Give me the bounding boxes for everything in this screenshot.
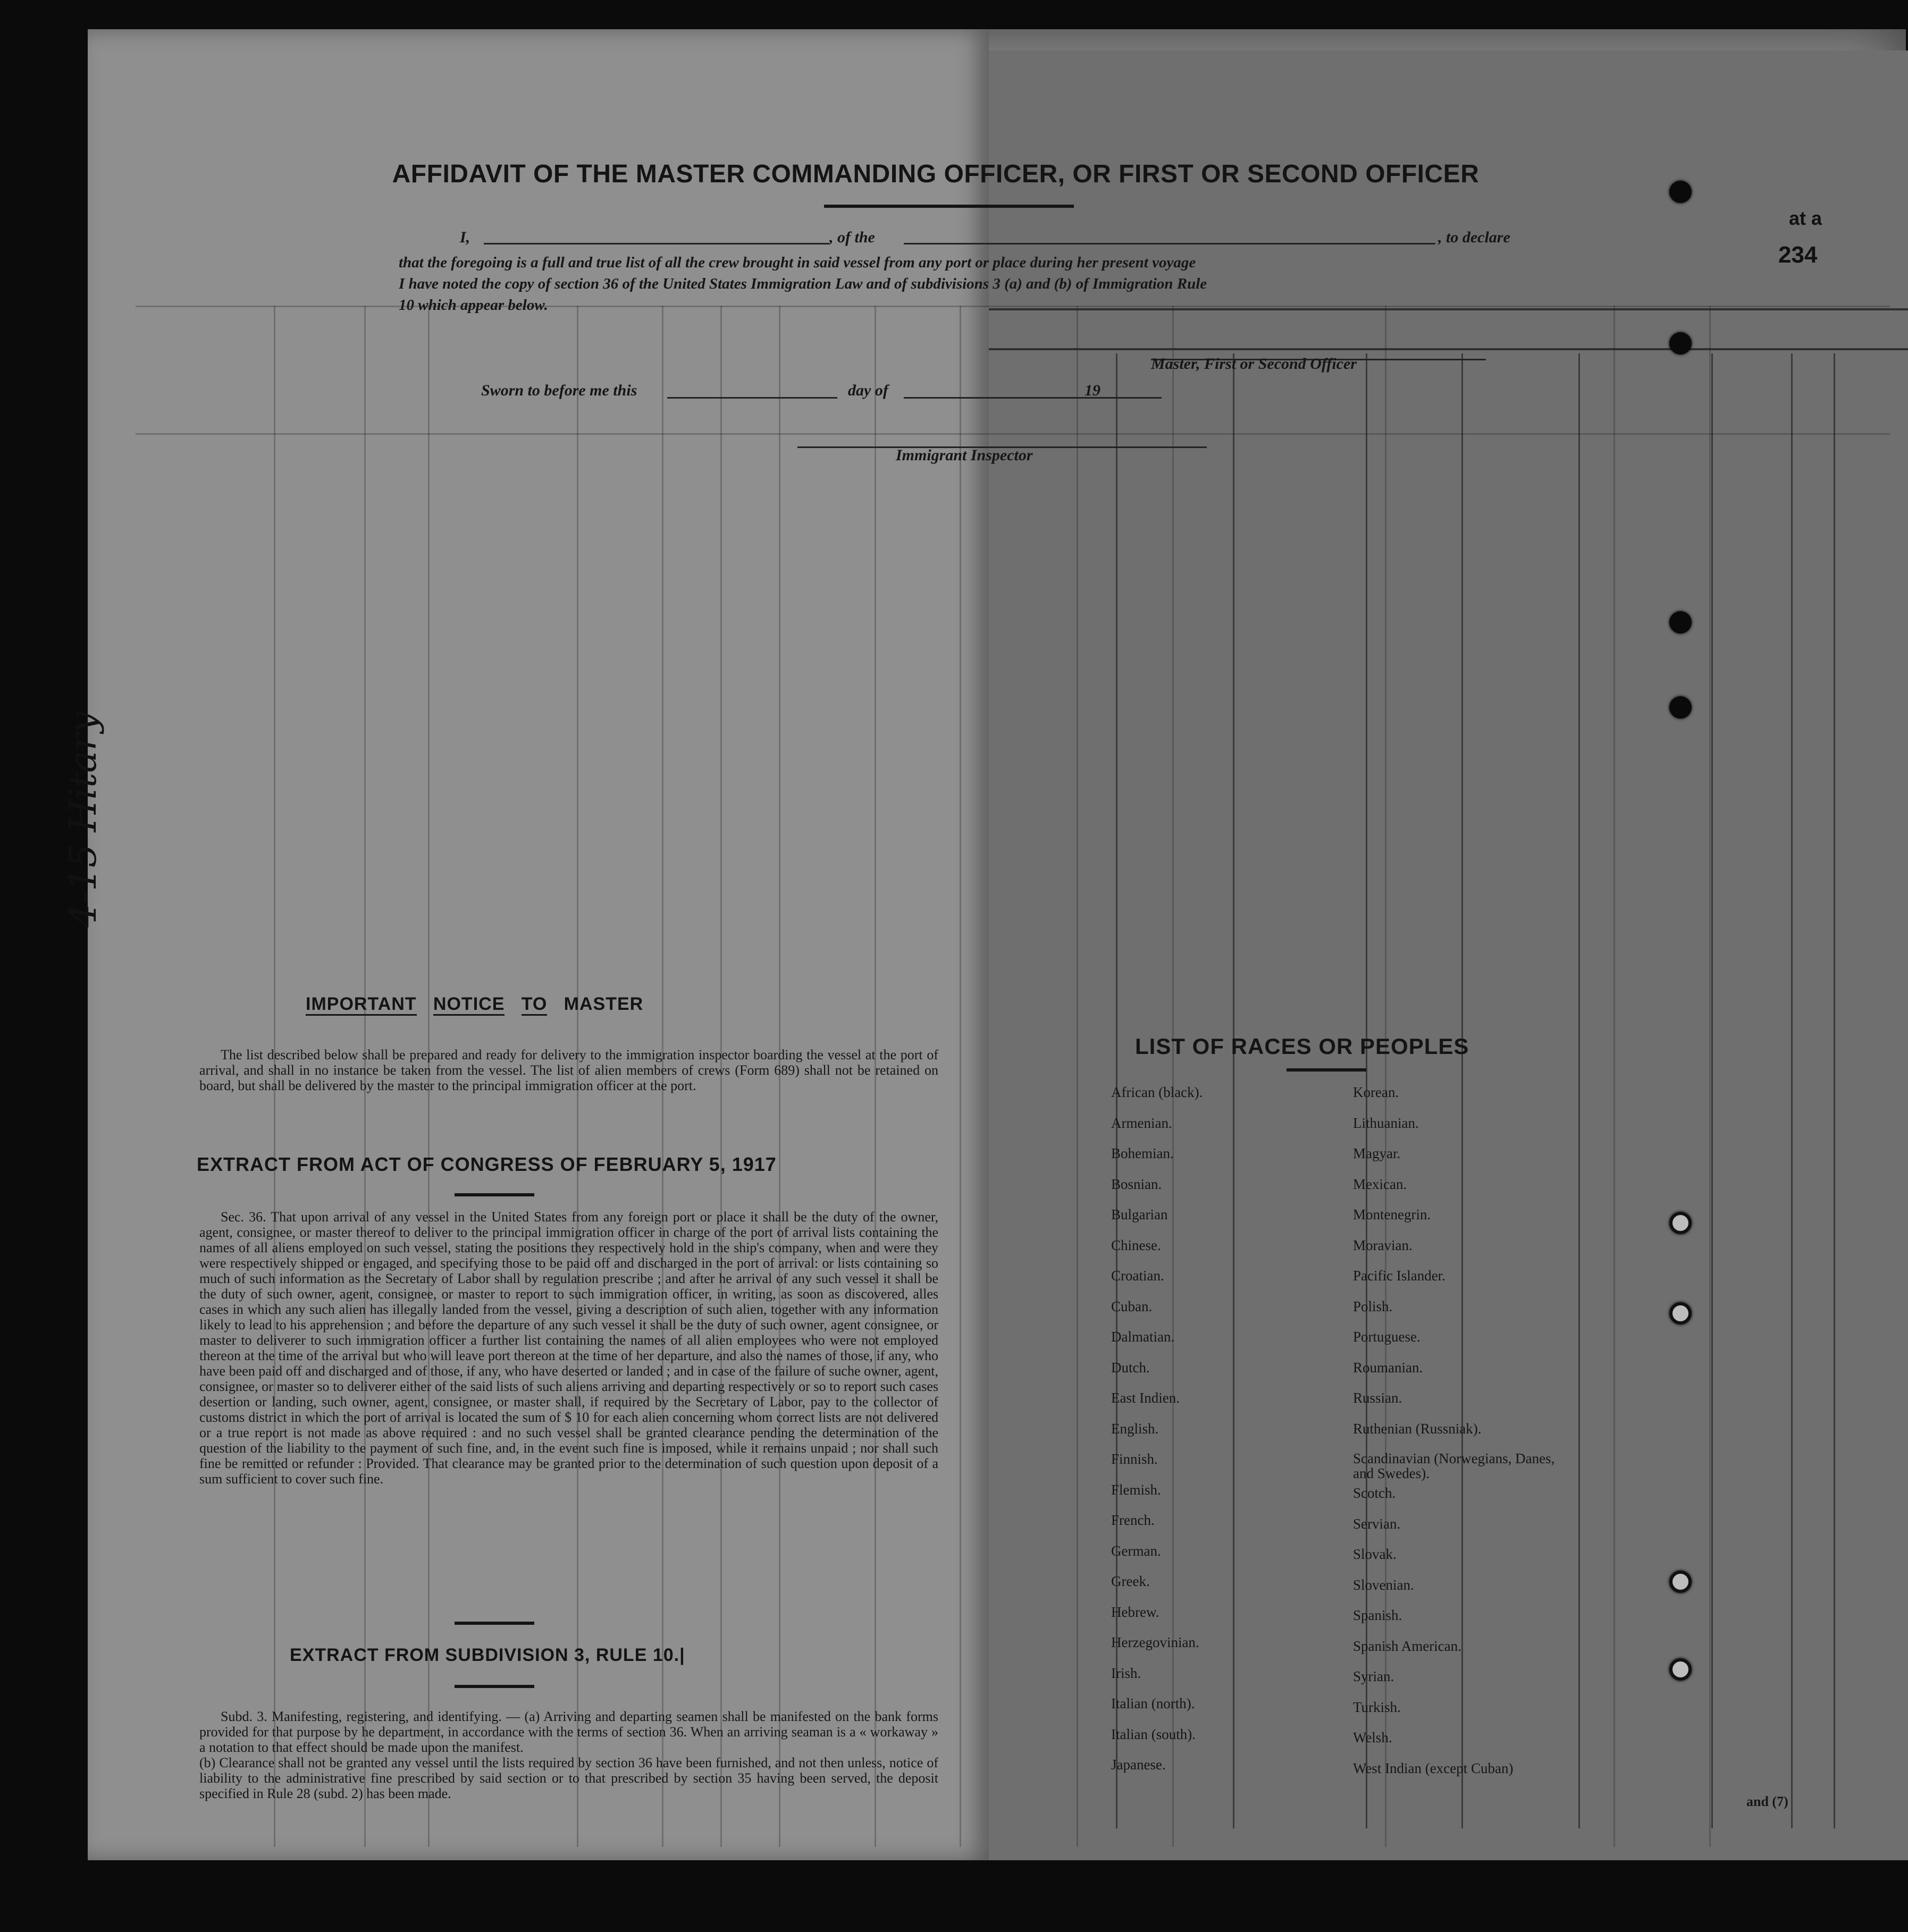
day-of-label: day of [848, 382, 888, 399]
races-list-left [1111, 1084, 1203, 1787]
sworn-label: Sworn to before me this [481, 382, 637, 399]
race-item: Turkish. [1353, 1699, 1401, 1715]
race-item: Croatian. [1111, 1268, 1164, 1284]
race-item: French. [1111, 1512, 1155, 1528]
race-item: Italian (south). [1111, 1726, 1196, 1742]
race-item: Servian. [1353, 1515, 1401, 1532]
race-item: Herzegovinian. [1111, 1634, 1199, 1650]
rule-title: EXTRACT FROM SUBDIVISION 3, RULE 10.| [290, 1645, 685, 1665]
race-item: Syrian. [1353, 1668, 1394, 1684]
race-item: Lithuanian. [1353, 1115, 1419, 1131]
race-item: Slovak. [1353, 1546, 1397, 1562]
inspector-label: Immigrant Inspector [896, 446, 1033, 464]
punch-hole [1669, 1212, 1692, 1234]
affidavit-of-the: , of the [829, 229, 875, 246]
sheet-number: 234 [1778, 242, 1818, 268]
punch-hole [1669, 1302, 1692, 1324]
punch-hole [1669, 1571, 1692, 1593]
race-item: Chinese. [1111, 1237, 1161, 1253]
document-page [61, 29, 1906, 1860]
right-edge-text: at a [1789, 207, 1822, 229]
races-list-right [1353, 1084, 1555, 1791]
notice-title: IMPORTANT NOTICE TO MASTER [306, 994, 643, 1015]
race-item: Scotch. [1353, 1485, 1396, 1501]
race-item: Bohemian. [1111, 1145, 1174, 1161]
affidavit-i: I, [460, 229, 470, 246]
race-item: West Indian (except Cuban) [1353, 1760, 1514, 1776]
race-item: Scandinavian (Norwegians, Danes, and Swedes). [1353, 1450, 1555, 1481]
punch-hole [1669, 181, 1692, 203]
affidavit-line-2: that the foregoing is a full and true list of all the crew brought in said vessel from any port or place during her present voyage [399, 254, 1196, 271]
bottom-right-text: and (7) [1746, 1794, 1788, 1809]
race-item: Montenegrin. [1353, 1207, 1431, 1222]
race-item: Flemish. [1111, 1481, 1161, 1498]
notice-text: The list described below shall be prepared and ready for delivery to the immigration inspector boarding the vessel at the port of arrival, and shall in no instance be taken from the vessel. The list of alien members of crews (Form 689) shall not be retained on board, but shall be delivered by the master to the principal immigration officer at the port. [199, 1047, 938, 1093]
race-item: Polish. [1353, 1298, 1393, 1314]
affidavit-line-4: 10 which appear below. [399, 297, 548, 314]
race-item: Finnish. [1111, 1451, 1158, 1467]
punch-hole [1669, 696, 1692, 719]
race-item: East Indien. [1111, 1390, 1180, 1406]
race-item: Moravian. [1353, 1237, 1413, 1253]
races-title: LIST OF RACES OR PEOPLES [1135, 1034, 1469, 1059]
race-item: German. [1111, 1542, 1161, 1559]
punch-hole [1669, 611, 1692, 634]
race-item: Greek. [1111, 1573, 1150, 1589]
race-item: Slovenian. [1353, 1576, 1414, 1593]
race-item: Dalmatian. [1111, 1329, 1175, 1345]
act-title: EXTRACT FROM ACT OF CONGRESS OF FEBRUARY 5, 1917 [197, 1153, 777, 1175]
race-item: English. [1111, 1420, 1159, 1437]
race-item: Spanish American. [1353, 1638, 1461, 1654]
race-item: African (black). [1111, 1084, 1203, 1100]
punch-hole [1669, 332, 1692, 355]
act-text: Sec. 36. That upon arrival of any vessel in the United States from any foreign port or place it shall be the duty of the owner, agent, consignee, or master thereof to deliver to the principal immigration officer in charge of the port of arrival lists containing the names of all aliens employed on such vessel, stating the positions they respectively hold in the ship's company, when and were they were respectively shipped or engaged, and specifying those to be paid off and discharged in the port of arrival: or lists containing so much of such information as the Secretary of Labor shall by regulation prescribe ; and after he arrival of any such vessel it shall be the duty of such owner, agent, consignee, or master to report to such immigration officer, in writing, as soon as discovered, alles cases in which any such alien has illegally landed from the vessel, giving a description of such alien, together with any information likely to lead to his apprehension ; and before the departure of any such vessel it shall be the duty of such owner, agent consignee, or master to deliverer to such immigration officer a further list containing the names of all alien employees who were not employed thereon at the time of the arrival but who will leave port thereon at the time of her departure, and also the names of those, if any, who have been paid off and discharged and of those, if any, who have deserted or landed ; and in case of the failure of suche owner, agent, consignee, or master so to deliverer either of the said lists of such aliens arriving and departing respectively or so to report such cases desertion or landing, such owner, agent, consignee, or master shall, if required by the Secretary of Labor, pay to the collector of customs district in which the port of arrival is located the sum of $ 10 for each alien concerning whom correct lists are not delivered or a true report is not made as above required : and no such vessel shall be granted clearance pending the determination of the question of the liability to the payment of such fine, and, in the event such fine is imposed, while it remains unpaid ; nor shall such fine be remitted or refunder : Provided. That clearance may be granted prior to the determination of such question upon deposit of a sum sufficient to cover such fine. [199, 1209, 938, 1487]
race-item: Bosnian. [1111, 1176, 1162, 1192]
race-item: Portuguese. [1353, 1329, 1421, 1345]
year-prefix: 19 [1085, 382, 1100, 399]
race-item: Spanish. [1353, 1607, 1402, 1623]
race-item: Welsh. [1353, 1729, 1392, 1745]
race-item: Irish. [1111, 1665, 1141, 1681]
race-item: Italian (north). [1111, 1695, 1195, 1711]
affidavit-title: AFFIDAVIT OF THE MASTER COMMANDING OFFICER, OR FIRST OR SECOND OFFICER [392, 160, 1480, 188]
race-item: Bulgarian [1111, 1207, 1168, 1222]
handwritten-note: 4-15 Hitary [61, 712, 105, 927]
rule-text: Subd. 3. Manifesting, registering, and identifying. — (a) Arriving and departing seamen shall be manifested on the bank forms provided for that purpose by he department, in accordance with the terms of section 36. When an arriving seaman is a « workaway » a notation to that effect should be made upon the manifest. (b) Clearance shall not be granted any vessel until the lists required by section 36 have been furnished, and not then unless, notice of liability to the administrative fine prescribed by said section or to that prescribed by section 35 having been served, the deposit specified in Rule 28 (subd. 2) has been made. [199, 1709, 938, 1801]
race-item: Japanese. [1111, 1757, 1166, 1773]
race-item: Cuban. [1111, 1298, 1153, 1314]
race-item: Roumanian. [1353, 1359, 1423, 1376]
affidavit-line-3: I have noted the copy of section 36 of the United States Immigration Law and of subdivisions 3 (a) and (b) of Immigration Rule [399, 275, 1207, 292]
race-item: Magyar. [1353, 1145, 1401, 1161]
race-item: Mexican. [1353, 1176, 1407, 1192]
race-item: Armenian. [1111, 1115, 1172, 1131]
punch-hole [1669, 1658, 1692, 1681]
affidavit-to-declare: , to declare [1438, 229, 1510, 246]
race-item: Korean. [1353, 1084, 1399, 1100]
race-item: Hebrew. [1111, 1604, 1159, 1620]
race-item: Pacific Islander. [1353, 1268, 1445, 1284]
race-item: Dutch. [1111, 1359, 1150, 1376]
race-item: Russian. [1353, 1390, 1402, 1406]
race-item: Ruthenian (Russniak). [1353, 1420, 1482, 1437]
master-signature-label: Master, First or Second Officer [1151, 355, 1357, 373]
title-rule [824, 205, 1074, 208]
